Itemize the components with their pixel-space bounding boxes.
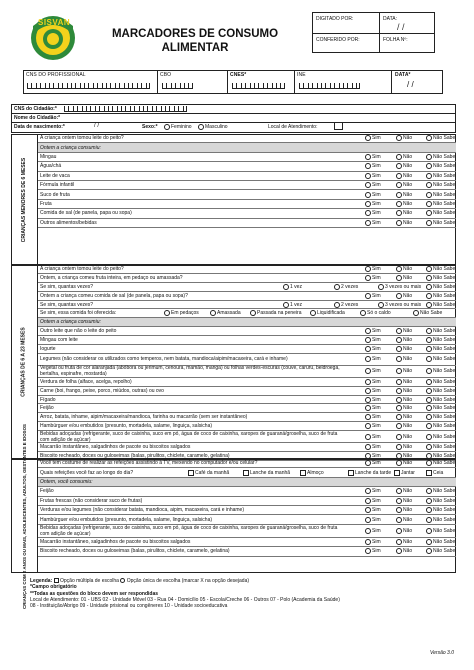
- option-nao[interactable]: Não: [396, 453, 412, 459]
- option-4[interactable]: Jantar: [394, 470, 415, 476]
- option-nao-sabe[interactable]: Não Sabe: [426, 173, 455, 179]
- option-nao-sabe[interactable]: Não Sabe: [426, 498, 455, 504]
- question-text: Fórmula infantil: [40, 182, 75, 189]
- option-nao-sabe[interactable]: Não Sabe: [426, 397, 455, 403]
- option-nao-sabe[interactable]: Não Sabe: [426, 379, 455, 385]
- control-box: [312, 12, 435, 53]
- question-text: Mingau: [40, 153, 57, 160]
- question-text: Hambúrguer e/ou embutidos (presunto, mortadela, salame, linguiça, salsicha): [40, 516, 213, 523]
- s3-row-item: [38, 547, 456, 556]
- cbo-label: CBO: [160, 72, 172, 78]
- option-0[interactable]: Em pedaços: [164, 310, 199, 316]
- option-sim[interactable]: Sim: [365, 434, 381, 440]
- question-text: Hambúrguer e/ou embutidos (presunto, mortadela, salame, linguiça, salsicha): [40, 423, 213, 430]
- option-nao[interactable]: Não: [396, 293, 412, 299]
- option-sim[interactable]: Sim: [365, 163, 381, 169]
- option-nao[interactable]: Não: [396, 528, 412, 534]
- option-nao-sabe[interactable]: Não Sabe: [426, 275, 455, 281]
- question-text: Verdura de folha (alface, acelga, repolho): [40, 378, 132, 385]
- question-text: Feijão: [40, 488, 54, 495]
- option-nao-sabe[interactable]: Não Sabe: [426, 154, 455, 160]
- question-text: Legumes (não considerar os utilizados como temperos, nem batata, mandioca/aipim/macaxeira, cará e inhame): [40, 356, 288, 363]
- option-nao-sabe[interactable]: Não Sabe: [426, 368, 455, 374]
- option-nao-sabe[interactable]: Não Sabe: [426, 201, 455, 207]
- option-sim[interactable]: Sim: [365, 548, 381, 554]
- question-text: Biscoito recheado, doces ou guloseimas (balas, pirulitos, chiclete, caramelo, gelatina): [40, 548, 230, 555]
- option-0[interactable]: 1 vez: [283, 302, 302, 308]
- option-nao-sabe[interactable]: Não Sabe: [426, 414, 455, 420]
- option-sim[interactable]: Sim: [365, 135, 381, 141]
- logo-text: SISVAN: [38, 18, 71, 27]
- option-sim[interactable]: Sim: [365, 173, 381, 179]
- question-text: Se sim, essa comida foi oferecida:: [40, 310, 117, 317]
- form-title: [96, 27, 294, 55]
- question-text: Bebidas adoçadas (refrigerante, suco de caixinha, suco em pó, água de coco de caixinha, xaropes de guaraná/groselha, suco de fruta com adição de açúcar): [40, 430, 338, 443]
- question-text: Fruta: [40, 200, 52, 207]
- option-sim[interactable]: Sim: [365, 379, 381, 385]
- option-4[interactable]: Só o caldo: [360, 310, 391, 316]
- nascimento-field[interactable]: / /: [94, 123, 100, 129]
- option-nao-sabe[interactable]: Não Sabe: [426, 423, 455, 429]
- question-text: Vegetal ou fruta de cor alaranjada (abóbora ou jerimum, cenoura, mamão, manga) ou folhas verdes-escuras (couve, caruru, beldroega, bertalha, espinafre, mostarda): [40, 365, 340, 378]
- option-nao[interactable]: Não: [396, 498, 412, 504]
- option-nao[interactable]: Não: [396, 539, 412, 545]
- s2-row-item: [38, 336, 456, 345]
- option-nao[interactable]: Não: [396, 434, 412, 440]
- option-1[interactable]: 2 vezes: [334, 284, 358, 290]
- option-nao[interactable]: Não: [396, 405, 412, 411]
- s2-row-consistency: [38, 310, 456, 319]
- s3-row-item: [38, 497, 456, 506]
- option-sim[interactable]: Sim: [365, 498, 381, 504]
- title-line-1: MARCADORES DE CONSUMO: [111, 28, 279, 40]
- option-nao-sabe[interactable]: Não Sabe: [426, 346, 455, 352]
- sexo-label: Sexo:*: [142, 124, 158, 130]
- legend-line-5: 08 - Instituição/Abrigo 09 - Unidade prisional ou congêneres 10 - Unidade socioeducativa: [30, 603, 228, 610]
- option-nao-sabe[interactable]: Não Sabe: [426, 337, 455, 343]
- sexo-feminino-option[interactable]: Feminino: [164, 124, 192, 130]
- option-0[interactable]: Café da manhã: [188, 470, 229, 476]
- option-sim[interactable]: Sim: [365, 539, 381, 545]
- s2-row-item: [38, 354, 456, 366]
- cnes-field[interactable]: [232, 83, 285, 89]
- option-nao-sabe[interactable]: Não Sabe: [426, 328, 455, 334]
- option-2[interactable]: Passada na peneira: [250, 310, 301, 316]
- option-nao[interactable]: Não: [396, 368, 412, 374]
- s2-row-item: [38, 387, 456, 396]
- option-nao[interactable]: Não: [396, 210, 412, 216]
- option-nao[interactable]: Não: [396, 423, 412, 429]
- option-nao-sabe[interactable]: Não Sabe: [426, 460, 455, 466]
- option-nao[interactable]: Não: [396, 182, 412, 188]
- option-nao[interactable]: Não: [396, 346, 412, 352]
- s2-row-item: [38, 366, 456, 378]
- option-nao[interactable]: Não: [396, 163, 412, 169]
- s3-row-item: [38, 506, 456, 515]
- sexo-masculino-option[interactable]: Masculino: [198, 124, 228, 130]
- question-text: Mingau com leite: [40, 337, 78, 344]
- subheader-text: Ontem, você consumiu:: [40, 478, 93, 485]
- option-sim[interactable]: Sim: [365, 154, 381, 160]
- cns-cidadao-label: CNS do Cidadão:*: [14, 106, 57, 112]
- option-nao-sabe[interactable]: Não Sabe: [426, 388, 455, 394]
- legend-line-2: *Campo obrigatório: [30, 584, 77, 591]
- option-sim[interactable]: Sim: [365, 220, 381, 226]
- option-nao-sabe[interactable]: Não Sabe: [426, 434, 455, 440]
- option-nao-sabe[interactable]: Não Sabe: [426, 507, 455, 513]
- nascimento-label: Data de nascimento:*: [14, 124, 65, 130]
- local-atendimento-field[interactable]: [334, 122, 343, 130]
- s1-row-item: [38, 190, 456, 199]
- question-text: Iogurte: [40, 346, 56, 353]
- question-text: Outros alimentos/bebidas: [40, 219, 97, 226]
- option-nao-sabe[interactable]: Não Sabe: [426, 405, 455, 411]
- option-nao-sabe[interactable]: Não Sabe: [426, 220, 455, 226]
- option-nao-sabe[interactable]: Não Sabe: [426, 135, 455, 141]
- option-nao-sabe[interactable]: Não Sabe: [426, 517, 455, 523]
- option-sim[interactable]: Sim: [365, 337, 381, 343]
- option-sim[interactable]: Sim: [365, 507, 381, 513]
- option-nao-sabe[interactable]: Não Sabe: [426, 488, 455, 494]
- cns-cidadao-field[interactable]: [64, 106, 187, 112]
- s2-row-item: [38, 405, 456, 414]
- option-sim[interactable]: Sim: [365, 293, 381, 299]
- question-text: Se sim, quantas vezes?: [40, 301, 94, 308]
- s3-row-meals: [38, 468, 456, 477]
- question-text: Fígado: [40, 396, 56, 403]
- option-nao[interactable]: Não: [396, 507, 412, 513]
- option-nao[interactable]: Não: [396, 173, 412, 179]
- question-text: Quais refeições você faz ao longo do dia?: [40, 469, 134, 476]
- option-nao[interactable]: Não: [396, 135, 412, 141]
- legend-line-4: Local de Atendimento: 01 - UBS 02 - Unidade Móvel 03 - Rua 04 - Domicílio 05 - Escola/Creche 06 - Outros 07 - Polo (Academia da Saúde): [30, 596, 340, 603]
- s3-row-screen-meals: [38, 459, 456, 468]
- option-nao[interactable]: Não: [396, 337, 412, 343]
- option-sim[interactable]: Sim: [365, 528, 381, 534]
- s1-row-item: [38, 219, 456, 228]
- option-sim[interactable]: Sim: [365, 444, 381, 450]
- s2-row-fruit: [38, 274, 456, 283]
- local-atendimento-label: Local de Atendimento:: [268, 124, 318, 130]
- option-nao-sabe[interactable]: Não Sabe: [426, 192, 455, 198]
- option-sim[interactable]: Sim: [365, 388, 381, 394]
- subheader-text: Ontem a criança consumiu:: [40, 319, 101, 326]
- question-text: Suco de fruta: [40, 191, 70, 198]
- option-sim[interactable]: Sim: [365, 453, 381, 459]
- question-text: Bebidas adoçadas (refrigerante, suco de caixinha, suco em pó, água de coco de caixinha, xaropes de guaraná/groselha, suco de fruta com adição de açúcar): [40, 524, 338, 537]
- question-text: Carne (boi, frango, peixe, porco, miúdos, outras) ou ovo: [40, 387, 164, 394]
- legend: [30, 578, 450, 609]
- option-nao-sabe[interactable]: Não Sabe: [426, 356, 455, 362]
- option-nao[interactable]: Não: [396, 444, 412, 450]
- option-nao[interactable]: Não: [396, 397, 412, 403]
- option-5[interactable]: Não Sabe: [413, 310, 442, 316]
- section1-label: CRIANÇAS MENORES DE 6 MESES: [11, 134, 38, 265]
- question-text: Outro leite que não o leite do peito: [40, 328, 117, 335]
- option-sim[interactable]: Sim: [365, 488, 381, 494]
- option-nao[interactable]: Não: [396, 220, 412, 226]
- option-nao[interactable]: Não: [396, 460, 412, 466]
- section2-label: CRIANÇAS DE 6 A 23 MESES: [11, 265, 38, 459]
- option-nao[interactable]: Não: [396, 414, 412, 420]
- option-nao-sabe[interactable]: Não Sabe: [426, 444, 455, 450]
- option-nao[interactable]: Não: [396, 154, 412, 160]
- question-text: A criança ontem tomou leite do peito?: [40, 135, 124, 142]
- s1-row-item: [38, 181, 456, 190]
- s1-row-item: [38, 200, 456, 209]
- question-text: Se sim, quantas vezes?: [40, 283, 94, 290]
- cnes-label: CNES*: [230, 72, 247, 78]
- question-text: Biscoito recheado, doces ou guloseimas (balas, pirulitos, chiclete, caramelo, gelatina): [40, 452, 230, 459]
- s2-row-item: [38, 396, 456, 405]
- cns-prof-label: CNS DO PROFISSIONAL: [26, 72, 86, 78]
- legend-line-3: **Todas as questões do bloco devem ser respondidas: [30, 590, 159, 597]
- option-nao-sabe[interactable]: Não Sabe: [426, 539, 455, 545]
- s2-row-item: [38, 345, 456, 354]
- option-3[interactable]: Liquidificada: [310, 310, 345, 316]
- question-text: Você tem costume de realizar as refeições assistindo à TV, mexendo no computador e/ou celular?: [40, 460, 258, 467]
- option-nao-sabe[interactable]: Não Sabe: [426, 266, 455, 272]
- s2-row-breastfeeding: [38, 265, 456, 274]
- option-nao[interactable]: Não: [396, 488, 412, 494]
- option-nao[interactable]: Não: [396, 356, 412, 362]
- sisvan-logo: [27, 12, 79, 62]
- option-0[interactable]: 1 vez: [283, 284, 302, 290]
- s2-row-fruit-times: [38, 283, 456, 292]
- s2-row-item: [38, 378, 456, 387]
- s3-row-item: [38, 525, 456, 538]
- option-3[interactable]: Lanche da tarde: [348, 470, 391, 476]
- professional-identification: [23, 70, 443, 94]
- s1-row-item: [38, 172, 456, 181]
- option-nao[interactable]: Não: [396, 517, 412, 523]
- question-text: Macarrão instantâneo, salgadinhos de pacote ou biscoitos salgados: [40, 444, 191, 451]
- date-label: DATA*: [395, 72, 411, 78]
- option-sim[interactable]: Sim: [365, 201, 381, 207]
- question-text: Comida de sal (de panela, papa ou sopa): [40, 210, 132, 217]
- option-3[interactable]: Não Sabe: [426, 284, 455, 290]
- question-text: Verduras e/ou legumes (não considerar batata, mandioca, aipim, macaxeira, cará e inhame): [40, 507, 244, 514]
- s3-row-item: [38, 538, 456, 547]
- data-label: DATA:: [383, 16, 397, 22]
- option-nao[interactable]: Não: [396, 379, 412, 385]
- option-1[interactable]: 2 vezes: [334, 302, 358, 308]
- option-3[interactable]: Não Sabe: [426, 302, 455, 308]
- option-sim[interactable]: Sim: [365, 517, 381, 523]
- option-nao-sabe[interactable]: Não Sabe: [426, 528, 455, 534]
- legend-line-1: Legenda: Opção múltipla de escolha Opção única de escolha (marcar X na opção desejada): [30, 578, 250, 584]
- option-nao[interactable]: Não: [396, 266, 412, 272]
- ine-field[interactable]: [299, 83, 360, 89]
- question-text: Água/chá: [40, 163, 62, 170]
- cns-prof-field[interactable]: [27, 83, 150, 89]
- folha-label: FOLHA Nº:: [383, 37, 408, 43]
- section3-label: CRIANÇAS COM 2 ANOS OU MAIS, ADOLESCENTES, ADULTOS, GESTANTES E IDOSOS: [11, 459, 38, 573]
- question-text: Leite de vaca: [40, 172, 70, 179]
- s3-row-item: [38, 515, 456, 524]
- option-sim[interactable]: Sim: [365, 460, 381, 466]
- question-text: Ontem a criança comeu comida de sal (de panela, papa ou sopa)?: [40, 292, 188, 299]
- option-sim[interactable]: Sim: [365, 423, 381, 429]
- option-nao-sabe[interactable]: Não Sabe: [426, 453, 455, 459]
- option-nao[interactable]: Não: [396, 548, 412, 554]
- data-field[interactable]: / /: [397, 22, 405, 32]
- question-text: A criança ontem tomou leite do peito?: [40, 265, 124, 272]
- option-nao-sabe[interactable]: Não Sabe: [426, 210, 455, 216]
- question-text: Arroz, batata, inhame, aipim/macaxeira/mandioca, farinha ou macarrão (sem ser instantâneo): [40, 414, 248, 421]
- s1-row-item: [38, 162, 456, 171]
- s2-subheader: [38, 318, 456, 327]
- s2-row-salt-times: [38, 301, 456, 310]
- option-sim[interactable]: Sim: [365, 182, 381, 188]
- question-text: Macarrão instantâneo, salgadinhos de pacote ou biscoitos salgados: [40, 538, 191, 545]
- date-field[interactable]: / /: [407, 80, 414, 89]
- option-2[interactable]: 3 vezes ou mais: [378, 284, 421, 290]
- option-nao-sabe[interactable]: Não Sabe: [426, 182, 455, 188]
- option-nao[interactable]: Não: [396, 388, 412, 394]
- question-text: Ontem, a criança comeu fruta inteira, em pedaço ou amassada?: [40, 274, 183, 281]
- option-sim[interactable]: Sim: [365, 346, 381, 352]
- digitado-label: DIGITADO POR:: [316, 16, 354, 22]
- cbo-field[interactable]: [162, 83, 193, 89]
- citizen-identification: [11, 104, 456, 133]
- version-label: Versão 3.0: [430, 650, 454, 656]
- s2-row-item: [38, 327, 456, 336]
- option-2[interactable]: Almoço: [300, 470, 324, 476]
- option-sim[interactable]: Sim: [365, 414, 381, 420]
- ine-label: INE: [297, 72, 306, 78]
- option-sim[interactable]: Sim: [365, 368, 381, 374]
- title-line-2: ALIMENTAR: [161, 42, 229, 54]
- option-nao-sabe[interactable]: Não Sabe: [426, 163, 455, 169]
- option-sim[interactable]: Sim: [365, 397, 381, 403]
- option-5[interactable]: Ceia: [426, 470, 443, 476]
- option-1[interactable]: Lanche da manhã: [243, 470, 290, 476]
- s1-row-item: [38, 209, 456, 218]
- option-sim[interactable]: Sim: [365, 328, 381, 334]
- option-sim[interactable]: Sim: [365, 275, 381, 281]
- s2-row-item: [38, 443, 456, 452]
- s1-subheader: [38, 143, 456, 152]
- option-nao[interactable]: Não: [396, 328, 412, 334]
- question-text: Frutas frescas (não considerar suco de frutas): [40, 497, 143, 504]
- conferido-label: CONFERIDO POR:: [316, 37, 360, 43]
- question-text: Feijão: [40, 405, 54, 412]
- s3-subheader: [38, 478, 456, 487]
- s1-row-breastfeeding: [38, 134, 456, 143]
- option-nao[interactable]: Não: [396, 192, 412, 198]
- option-nao-sabe[interactable]: Não Sabe: [426, 548, 455, 554]
- option-sim[interactable]: Sim: [365, 266, 381, 272]
- option-sim[interactable]: Sim: [365, 405, 381, 411]
- option-1[interactable]: Amassada: [210, 310, 241, 316]
- option-nao[interactable]: Não: [396, 275, 412, 281]
- s2-row-item: [38, 431, 456, 443]
- subheader-text: Ontem a criança consumiu:: [40, 144, 101, 151]
- option-2[interactable]: 3 vezes ou mais: [378, 302, 421, 308]
- s2-row-salt-food: [38, 292, 456, 301]
- nome-cidadao-label: Nome do Cidadão:*: [14, 115, 61, 121]
- s3-row-item: [38, 487, 456, 496]
- s1-row-item: [38, 153, 456, 162]
- option-nao-sabe[interactable]: Não Sabe: [426, 293, 455, 299]
- option-sim[interactable]: Sim: [365, 210, 381, 216]
- option-nao[interactable]: Não: [396, 201, 412, 207]
- s2-row-item: [38, 413, 456, 422]
- option-sim[interactable]: Sim: [365, 192, 381, 198]
- option-sim[interactable]: Sim: [365, 356, 381, 362]
